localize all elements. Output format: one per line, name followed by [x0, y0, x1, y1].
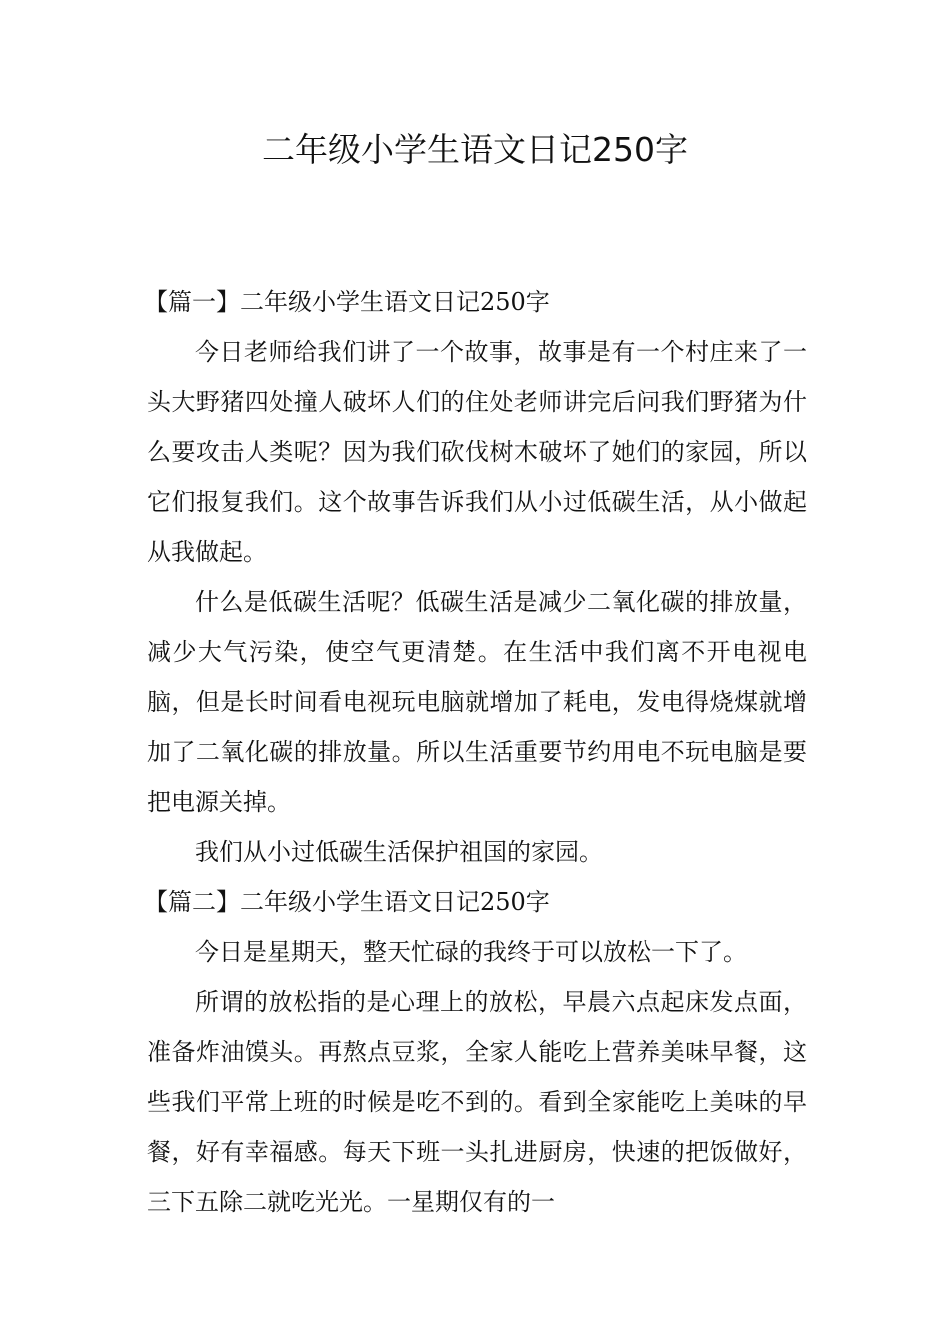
document-title: 二年级小学生语文日记250字	[262, 130, 688, 169]
paragraph: 所谓的放松指的是心理上的放松，早晨六点起床发点面，准备炸油馍头。再熬点豆浆，全家人能吃上营养美味早餐，这些我们平常上班的时候是吃不到的。看到全家能吃上美味的早餐，好有幸福感。每天下班一头扎进厨房，快速的把饭做好，三下五除二就吃光光。一星期仅有的一	[147, 988, 807, 1216]
paragraph: 什么是低碳生活呢？低碳生活是减少二氧化碳的排放量，减少大气污染，使空气更清楚。在生活中我们离不开电视电脑，但是长时间看电视玩电脑就增加了耗电，发电得烧煤就增加了二氧化碳的排放量。所以生活重要节约用电不玩电脑是要把电源关掉。	[147, 588, 807, 816]
document-body	[144, 277, 807, 1227]
section-heading-1: 【篇一】二年级小学生语文日记250字	[144, 288, 550, 316]
paragraph: 今日是星期天，整天忙碌的我终于可以放松一下了。	[195, 938, 747, 966]
paragraph: 今日老师给我们讲了一个故事，故事是有一个村庄来了一头大野猪四处撞人破坏人们的住处老师讲完后问我们野猪为什么要攻击人类呢？因为我们砍伐树木破坏了她们的家园，所以它们报复我们。这个故事告诉我们从小过低碳生活，从小做起从我做起。	[147, 338, 807, 566]
section-heading-2: 【篇二】二年级小学生语文日记250字	[144, 888, 550, 916]
paragraph: 我们从小过低碳生活保护祖国的家园。	[195, 838, 603, 866]
